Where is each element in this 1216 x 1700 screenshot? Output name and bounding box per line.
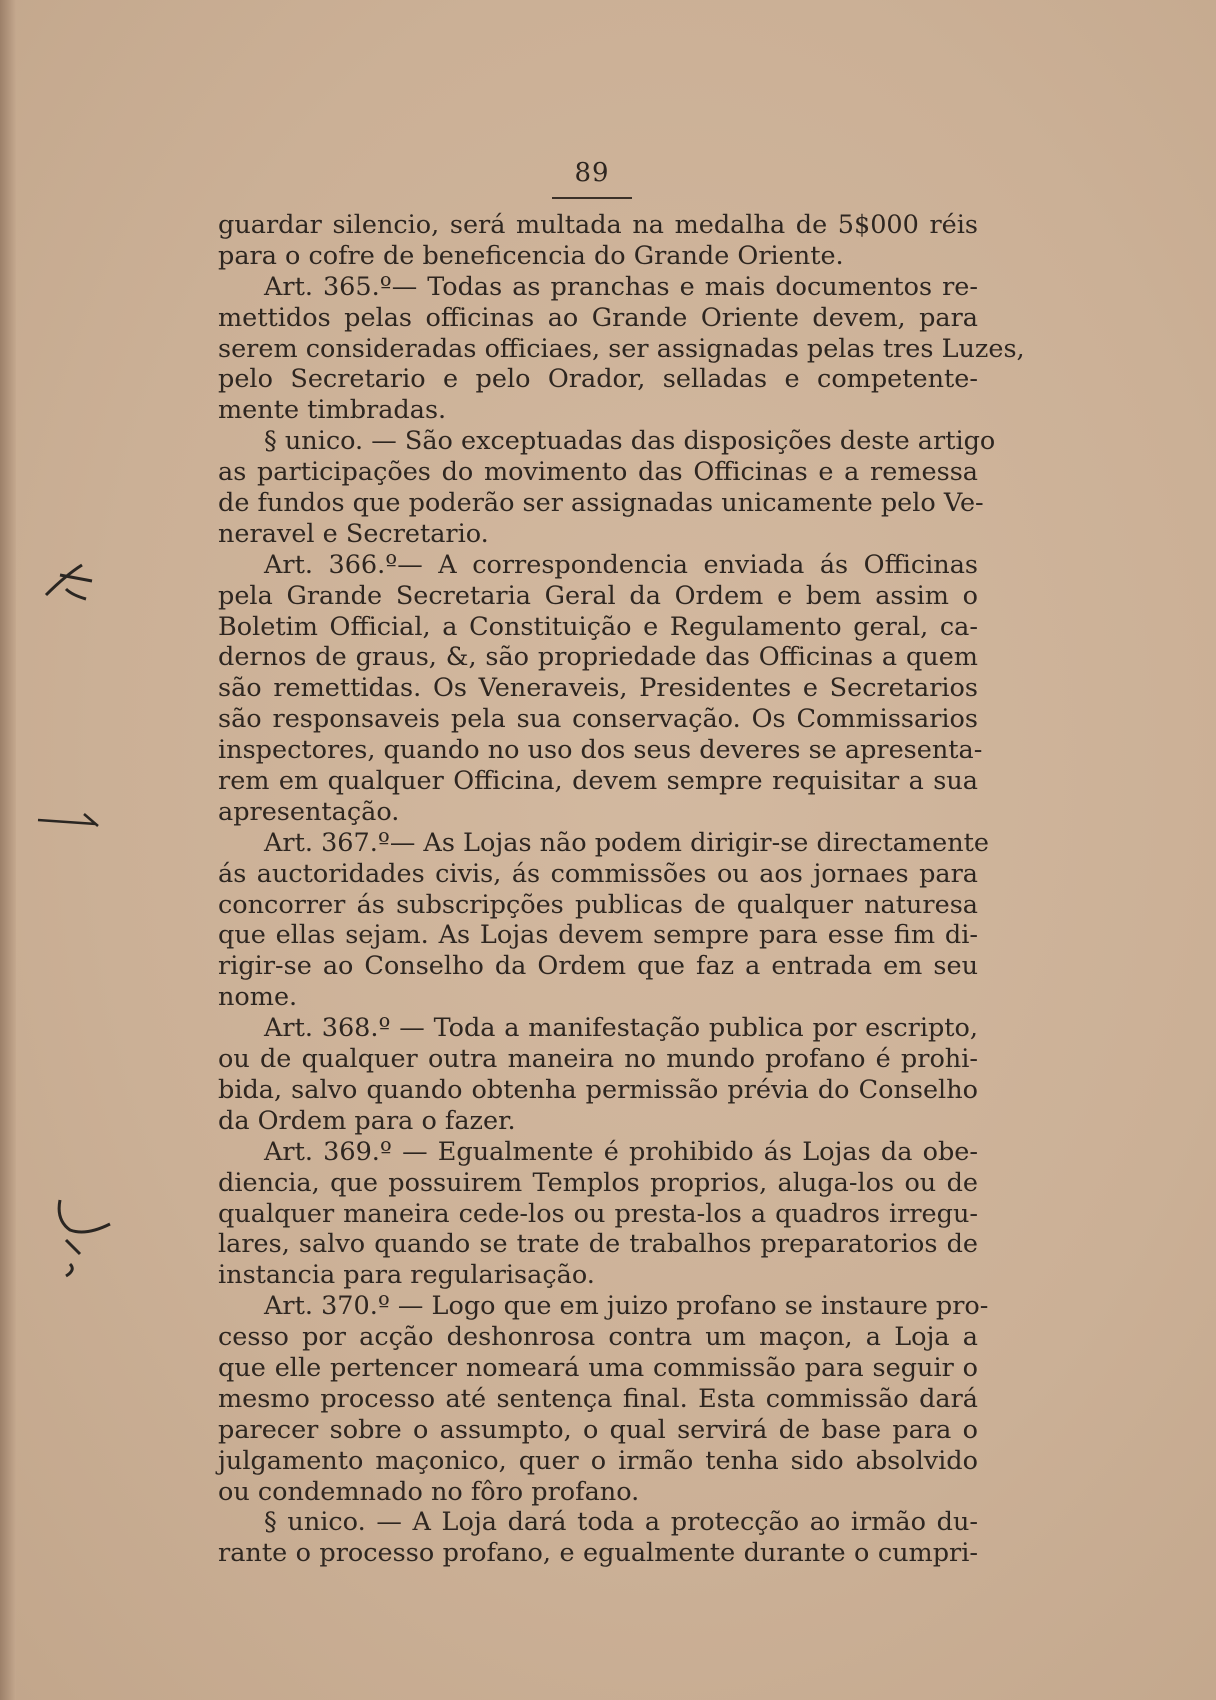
text-line: Art. 370.º — Logo que em juizo profano se instaure pro-: [264, 1291, 989, 1322]
text-line: instancia para regularisação.: [218, 1260, 595, 1291]
text-line: Art. 367.º— As Lojas não podem dirigir-se directamente: [264, 827, 990, 858]
text-line: de fundos que poderão ser assignadas unicamente pelo Ve-: [218, 488, 984, 519]
text-line: rigir-se ao Conselho da Ordem que faz a entrada em seu: [218, 951, 978, 982]
text-line: serem consideradas officiaes, ser assignadas pelas tres Luzes,: [218, 333, 1025, 364]
text-line: diencia, que possuirem Templos proprios, aluga-los ou de: [218, 1167, 978, 1198]
text-line: pelo Secretario e pelo Orador, selladas e competente-: [218, 364, 978, 395]
text-line: bida, salvo quando obtenha permissão prévia do Conselho: [218, 1074, 978, 1105]
text-line: neravel e Secretario.: [218, 518, 489, 549]
text-line: lares, salvo quando se trate de trabalhos preparatorios de: [218, 1229, 978, 1260]
text-line: Boletim Official, a Constituição e Regulamento geral, ca-: [218, 611, 978, 642]
text-line: são responsaveis pela sua conservação. Os Commissarios: [218, 704, 978, 735]
text-line: guardar silencio, será multada na medalha de 5$000 réis: [218, 210, 978, 240]
text-line: as participações do movimento das Officinas e a remessa: [218, 457, 978, 488]
text-line: qualquer maneira cede-los ou presta-los a quadros irregu-: [218, 1198, 978, 1229]
text-line: Art. 368.º — Toda a manifestação publica por escripto,: [264, 1013, 978, 1044]
text-line: pela Grande Secretaria Geral da Ordem e bem assim o: [218, 580, 978, 611]
text-line: inspectores, quando no uso dos seus deveres se apresenta-: [218, 735, 983, 766]
text-line: dernos de graus, &, são propriedade das Officinas a quem: [218, 642, 978, 673]
text-line: ou de qualquer outra maneira no mundo profano é prohi-: [218, 1044, 978, 1075]
text-line: Art. 366.º— A correspondencia enviada ás Officinas: [264, 549, 978, 580]
pencil-mark-bottom: [36, 1190, 116, 1280]
text-line: julgamento maçonico, quer o irmão tenha sido absolvido: [218, 1445, 978, 1476]
text-line: são remettidas. Os Veneraveis, Presidentes e Secretarios: [218, 673, 978, 704]
text-line: ás auctoridades civis, ás commissões ou aos jornaes para: [218, 858, 978, 889]
pencil-mark-top: [36, 545, 106, 615]
page-number-rule: [552, 197, 632, 199]
text-line: cesso por acção deshonrosa contra um maçon, a Loja a: [218, 1322, 978, 1353]
text-line: rem em qualquer Officina, devem sempre requisitar a sua: [218, 766, 978, 797]
text-line: § unico. — São exceptuadas das disposições deste artigo: [264, 426, 996, 457]
text-line: que ellas sejam. As Lojas devem sempre para esse fim di-: [218, 920, 978, 951]
text-line: § unico. — A Loja dará toda a protecção ao irmão du-: [264, 1507, 978, 1538]
text-line: para o cofre de beneficencia do Grande Oriente.: [218, 240, 844, 271]
text-line: parecer sobre o assumpto, o qual servirá de base para o: [218, 1414, 978, 1445]
page-number: 89: [574, 158, 610, 188]
text-line: concorrer ás subscripções publicas de qualquer naturesa: [218, 889, 978, 920]
text-line: mesmo processo até sentença final. Esta commissão dará: [218, 1383, 978, 1414]
text-line: mettidos pelas officinas ao Grande Oriente devem, para: [218, 302, 978, 333]
text-line: que elle pertencer nomeará uma commissão para seguir o: [218, 1352, 978, 1383]
text-line: nome.: [218, 982, 298, 1013]
text-line: mente timbradas.: [218, 395, 447, 426]
text-line: Art. 365.º— Todas as pranchas e mais documentos re-: [264, 271, 978, 302]
pencil-mark-middle: [36, 800, 106, 840]
text-line: Art. 369.º — Egualmente é prohibido ás Lojas da obe-: [264, 1136, 978, 1167]
text-line: apresentação.: [218, 796, 400, 827]
text-line: rante o processo profano, e egualmente durante o cumpri-: [218, 1538, 978, 1569]
body-text: [218, 210, 1025, 1569]
page-edge-shadow: [0, 0, 16, 1700]
text-line: ou condemnado no fôro profano.: [218, 1476, 640, 1507]
text-line: da Ordem para o fazer.: [218, 1105, 516, 1136]
